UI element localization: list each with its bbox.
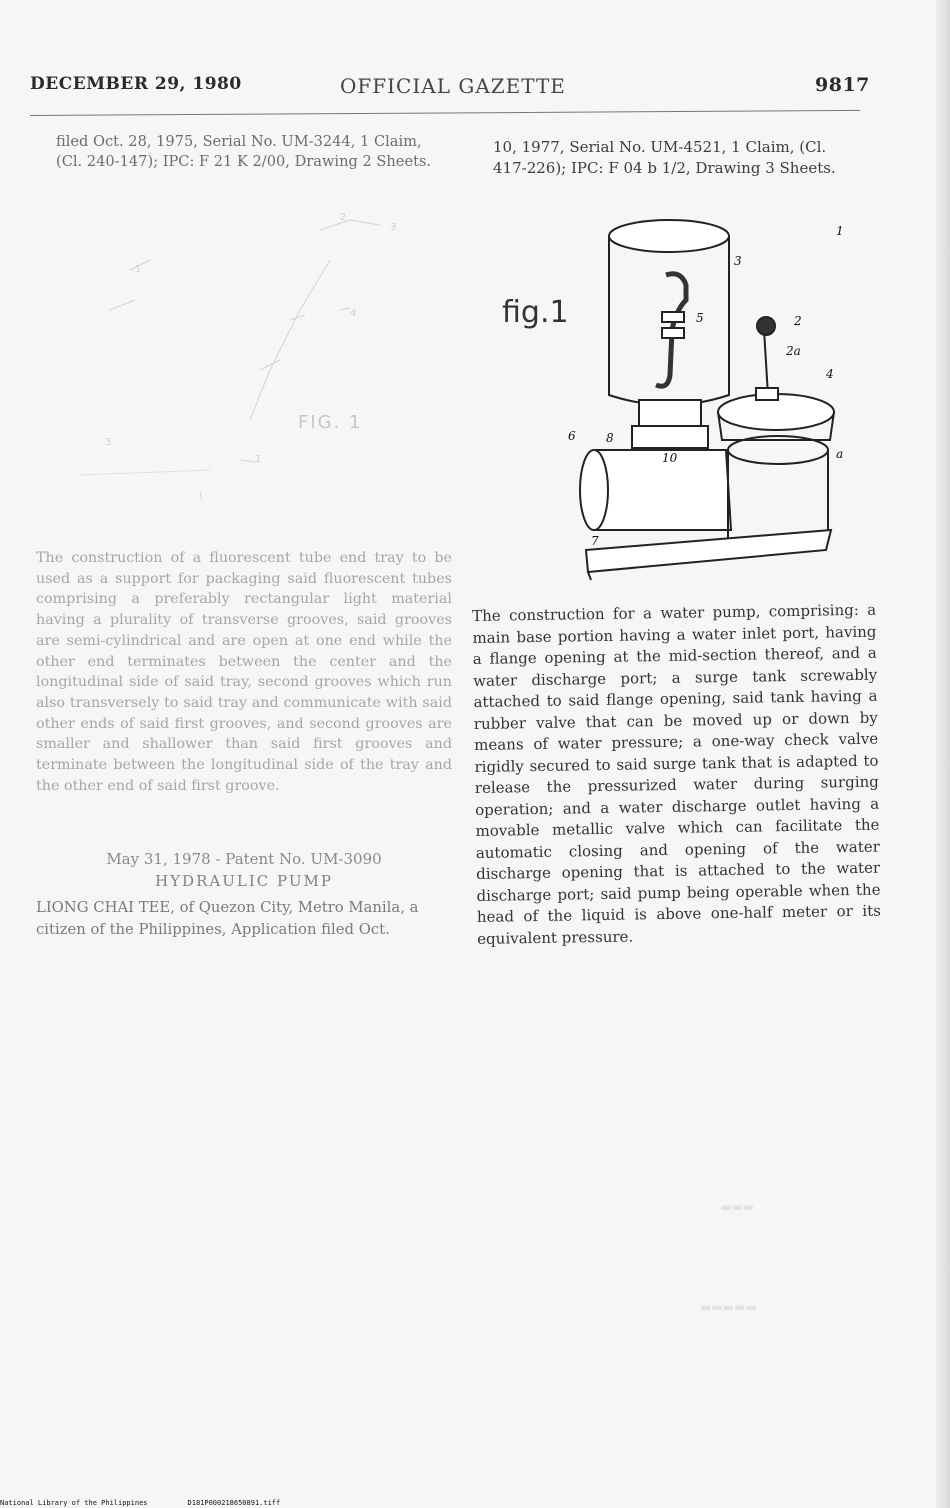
pump-number-2a: 2a: [786, 344, 801, 358]
bleed-through-mark: ▬▬▬: [720, 1200, 755, 1214]
right-abstract: The construction for a water pump, comprising: a main base portion having a water inlet port, having a flange opening at the mid-section thereof, and a water discharge port; a surge tank screwably attached to said flange opening, said tank having a rubber valve that can be moved up or down by means of water pressure; a one-way check valve rigidly secured to said surge tank that is adapted to release the pressurized water during surging operation; and a water discharge outlet having a movable metallic valve which can facilitate the automatic closing and opening of the water discharge opening that is attached to the water discharge port; said pump being operable when the head of the liquid is above one-half meter or its equivalent pressure.: [472, 600, 881, 948]
pump-number-7: 7: [591, 534, 599, 548]
right-continuation: 10, 1977, Serial No. UM-4521, 1 Claim, (Cl. 417-226); IPC: F 04 b 1/2, Drawing 3 Sheets.: [493, 138, 836, 177]
pump-number-5: 5: [696, 311, 704, 325]
header-rule: [30, 110, 860, 116]
bleed-through-mark-2: ▬▬▬▬▬: [700, 1300, 757, 1314]
pump-number-8: 8: [606, 431, 614, 445]
svg-text:1: 1: [135, 264, 142, 275]
pump-figure-label: fig.1: [502, 295, 569, 330]
svg-text:4: 4: [350, 308, 357, 319]
footer-library: National Library of the Philippines: [0, 1499, 148, 1507]
footer-file: D181P000218650891.tiff: [187, 1499, 281, 1507]
patent-title: HYDRAULIC PUMP: [155, 872, 333, 890]
header-title: OFFICIAL GAZETTE: [340, 74, 566, 98]
pump-number-10: 10: [662, 451, 678, 465]
header-page-number: 9817: [815, 74, 870, 96]
pump-number-4: 4: [826, 367, 834, 381]
svg-text:2: 2: [340, 212, 347, 223]
inventor-name: LIONG CHAI TEE: [36, 899, 171, 916]
svg-text:3: 3: [390, 222, 397, 233]
left-figure-label: FIG. 1: [298, 412, 363, 433]
left-abstract: The construction of a fluorescent tube end tray to be used as a support for packaging said fluorescent tubes comprising a preferably rectangular light material having a plurality of transverse grooves, said grooves are semi-cylindrical and are open at one end while the other end terminates between the center and the longitudinal side of said tray, second grooves which run also transversely to said tray and communicate with said other ends of said first grooves, and second grooves are smaller and shallower than said first grooves and terminate between the longitudinal side of the tray and the other end of said first groove.: [36, 550, 452, 794]
pump-number-a: a: [836, 447, 844, 461]
page-edge: [936, 0, 950, 1508]
header-date: DECEMBER 29, 1980: [30, 74, 242, 94]
pump-number-1: 1: [836, 224, 844, 238]
patent-date-number: May 31, 1978 - Patent No. UM-3090: [106, 850, 382, 868]
patent-heading: [36, 848, 452, 892]
scan-footer: [0, 1499, 320, 1507]
fluorescent-tray-figure: [40, 200, 440, 530]
patent-inventor: [36, 897, 454, 941]
inventor-details: , of Quezon City, Metro Manila, a citizen of the Philippines, Application filed Oct.: [36, 899, 419, 938]
pump-number-3: 3: [734, 254, 742, 268]
pump-number-6: 6: [568, 429, 576, 443]
hydraulic-pump-figure: [496, 200, 866, 590]
pump-number-2: 2: [794, 314, 802, 328]
svg-text:1: 1: [255, 454, 262, 465]
left-continuation: filed Oct. 28, 1975, Serial No. UM-3244, 1 Claim, (Cl. 240-147); IPC: F 21 K 2/00, Drawing 2 Sheets.: [56, 133, 432, 170]
svg-text:3: 3: [105, 437, 112, 448]
